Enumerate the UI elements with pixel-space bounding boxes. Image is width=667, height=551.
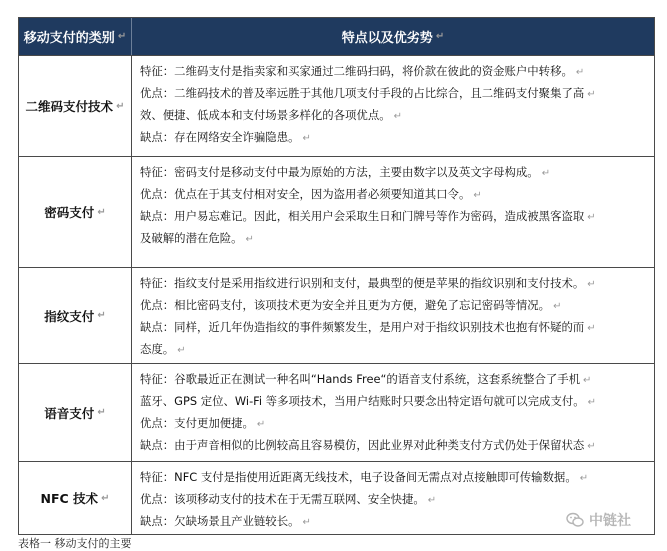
watermark: [566, 510, 631, 530]
wechat-icon: [566, 512, 584, 528]
paragraph-mark: ↵: [575, 67, 585, 78]
paragraph-mark: ↵: [97, 310, 106, 321]
paragraph-mark: ↵: [553, 301, 562, 312]
paragraph-mark: ↵: [97, 407, 106, 418]
paragraph-mark: ↵: [583, 375, 592, 386]
desc-line: 缺点：欠缺场景且产业链较长。 ↵: [140, 514, 311, 528]
desc-line: 缺点：同样，近几年伪造指纹的事件频繁发生，是用户对于指纹识别技术也抱有怀疑的而 ↵: [140, 320, 596, 334]
desc-line: 特征：二维码支付是指卖家和买家通过二维码扫码，将价款在彼此的资金账户中转移。 ↵: [140, 64, 585, 78]
paragraph-mark: ↵: [587, 397, 597, 408]
desc-line: 缺点：存在网络安全诈骗隐患。 ↵: [140, 130, 311, 144]
paragraph-mark: ↵: [177, 345, 186, 356]
paragraph-mark: ↵: [473, 190, 482, 201]
desc-line: 缺点：由于声音相似的比例较高且容易模仿，因此业界对此种类支付方式仍处于保留状态 ↵: [140, 438, 596, 452]
row-description: [132, 364, 654, 461]
payment-comparison-table: [18, 17, 655, 535]
desc-line: 缺点：用户易忘难记。因此，相关用户会采取生日和门牌号等作为密码，造成被黑客盗取 ↵: [140, 209, 596, 223]
desc-line: 特征：NFC 支付是指使用近距离无线技术，电子设备间无需点对点接触即可传输数据。 ↵: [140, 470, 589, 484]
header-category: 移动支付的类别 ↵: [19, 18, 132, 55]
table-row: [19, 156, 654, 267]
paragraph-mark: ↵: [427, 495, 437, 506]
desc-line: 态度。 ↵: [140, 342, 186, 356]
paragraph-mark: ↵: [393, 111, 402, 122]
desc-line: 优点：优点在于其支付相对安全，因为盗用者必须要知道其口令。 ↵: [140, 187, 482, 201]
desc-line: 蓝牙、GPS 定位、Wi-Fi 等多项技术，当用户结账时只要念出特定语句就可以完成支付。 ↵: [140, 394, 597, 408]
paragraph-mark: ↵: [97, 206, 106, 218]
desc-line: 优点：支付更加便捷。 ↵: [140, 416, 266, 430]
paragraph-mark: ↵: [587, 89, 596, 100]
header-features: 特点以及优劣势 ↵: [341, 31, 445, 46]
table-row: [19, 363, 654, 461]
desc-line: 特征：谷歌最近正在测试一种名叫“Hands Free“的语音支付系统，这套系统整合了手机 ↵: [140, 372, 592, 386]
paragraph-mark: ↵: [579, 473, 589, 484]
table-header: [19, 18, 654, 55]
paragraph-mark: ↵: [435, 31, 445, 42]
paragraph-mark: ↵: [587, 279, 596, 290]
paragraph-mark: ↵: [587, 441, 596, 452]
paragraph-mark: ↵: [302, 133, 311, 144]
desc-line: 优点：二维码技术的普及率远胜于其他几项支付手段的占比综合，且二维码支付聚集了高 ↵: [140, 86, 596, 100]
row-description: [132, 56, 654, 156]
paragraph-mark: ↵: [245, 234, 254, 245]
desc-line: 及破解的潜在危险。 ↵: [140, 231, 254, 245]
row-category: 语音支付 ↵: [19, 364, 132, 461]
paragraph-mark: ↵: [101, 492, 110, 504]
paragraph-mark: ↵: [302, 517, 311, 528]
paragraph-mark: ↵: [587, 323, 596, 334]
table-row: [19, 267, 654, 363]
paragraph-mark: ↵: [256, 419, 266, 430]
paragraph-mark: ↵: [117, 31, 127, 42]
table-row: [19, 55, 654, 156]
row-description: [132, 157, 654, 267]
desc-line: 优点：相比密码支付，该项技术更为安全并且更为方便，避免了忘记密码等情况。 ↵: [140, 298, 562, 312]
row-category: 密码支付 ↵: [19, 157, 132, 267]
row-description: [132, 268, 654, 363]
desc-line: 特征：密码支付是移动支付中最为原始的方法，主要由数字以及英文字母构成。 ↵: [140, 165, 551, 179]
paragraph-mark: ↵: [587, 212, 596, 223]
table-row: [19, 461, 654, 534]
table-caption: 表格一 移动支付的主要: [18, 537, 132, 550]
row-category: NFC 技术 ↵: [19, 462, 132, 534]
desc-line: 特征：指纹支付是采用指纹进行识别和支付，最典型的便是苹果的指纹识别和支付技术。 ↵: [140, 276, 596, 290]
desc-line: 优点：该项移动支付的技术在于无需互联网、安全快捷。 ↵: [140, 492, 437, 506]
paragraph-mark: ↵: [541, 168, 551, 179]
watermark-text: 中链社: [589, 513, 631, 529]
row-category: 二维码支付技术 ↵: [19, 56, 132, 156]
desc-line: 效、便捷、低成本和支付场景多样化的各项优点。 ↵: [140, 108, 402, 122]
paragraph-mark: ↵: [116, 100, 125, 112]
row-category: 指纹支付 ↵: [19, 268, 132, 363]
